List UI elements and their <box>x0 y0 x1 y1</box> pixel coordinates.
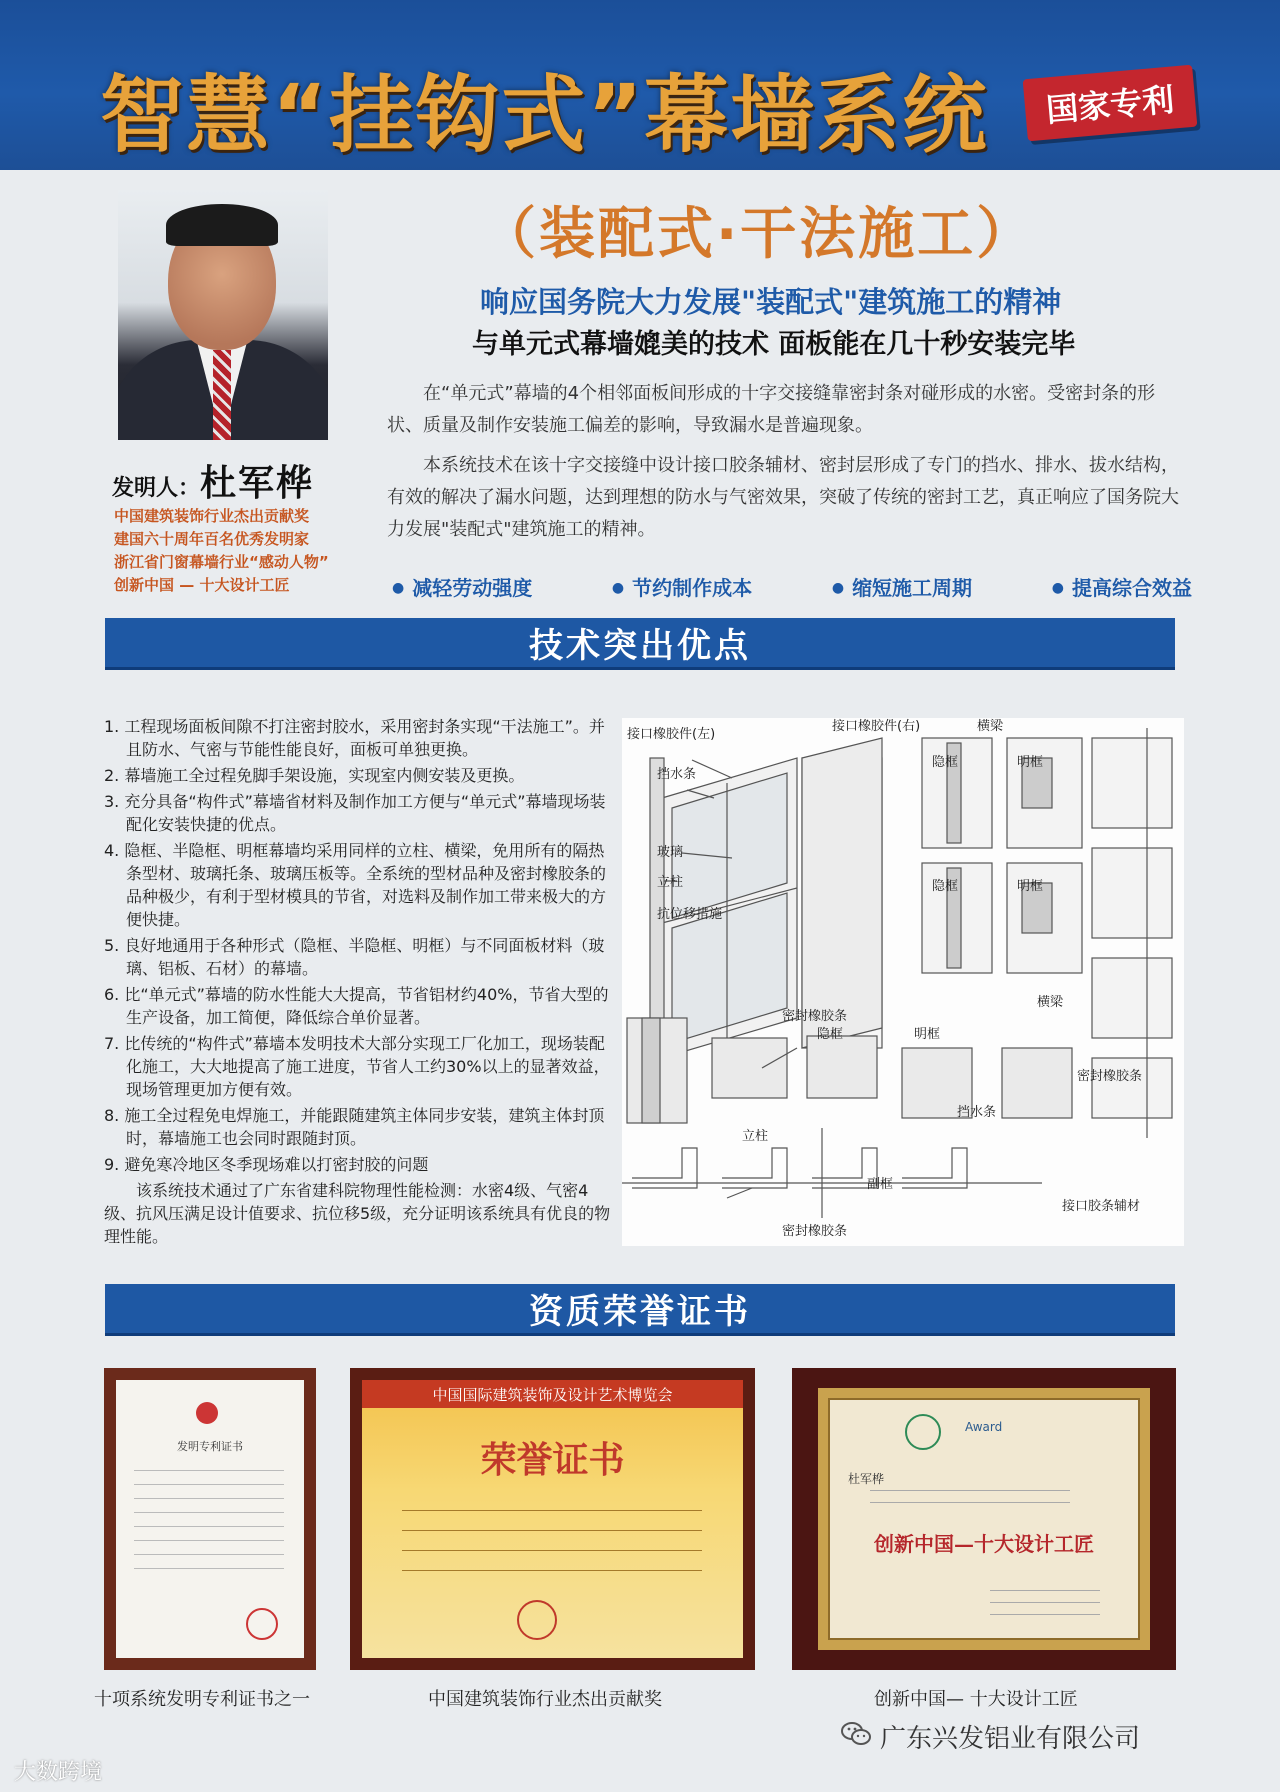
benefit-item: ● 节约制作成本 <box>612 572 752 601</box>
benefit-item: ● 减轻劳动强度 <box>392 572 532 601</box>
diagram-label: 密封橡胶条 <box>1077 1069 1143 1084</box>
diagram-label: 明框 <box>1017 755 1044 770</box>
inventor-label: 发明人： <box>112 476 201 501</box>
certificate-header: 中国国际建筑装饰及设计艺术博览会 <box>362 1380 743 1408</box>
intro-paragraph: 在“单元式”幕墙的4个相邻面板间形成的十字交接缝靠密封条对碰形成的水密。受密封条的形状、质量及制作安装施工偏差的影响，导致漏水是普遍现象。 <box>387 383 1156 436</box>
photo-tie <box>213 350 231 440</box>
advantage-item: 5. 良好地通用于各种形式（隐框、半隐框、明框）与不同面板材料（玻璃、铝板、石材）的幕墙。 <box>104 936 605 978</box>
plaque-frame <box>818 1388 1150 1650</box>
inventor-honors <box>114 505 329 597</box>
plaque-text-lines <box>870 1490 1070 1491</box>
diagram-label: 接口橡胶件(右) <box>832 719 921 734</box>
subtitle: （装配式·干法施工） <box>480 202 1036 267</box>
plaque-inner <box>828 1398 1140 1640</box>
honor-item: 创新中国 — 十大设计工匠 <box>114 576 290 594</box>
diagram-label: 玻璃 <box>657 845 684 860</box>
watermark: 大数跨境 <box>14 1760 103 1785</box>
diagram-label: 接口胶条辅材 <box>1062 1199 1141 1214</box>
inventor-name-block <box>112 455 314 506</box>
diagram-label: 明框 <box>1017 879 1044 894</box>
advantage-item: 4. 隐框、半隐框、明框幕墙均采用同样的立柱、横梁，免用所有的隔热条型材、玻璃托条、玻璃压板等。全系统的型材品种及密封橡胶条的品种极少，有利于型材模具的节省，对选料及制作加工带来极大的方便快捷。 <box>104 841 607 929</box>
diagram-label: 横梁 <box>977 719 1004 734</box>
diagram-label: 立柱 <box>657 875 684 890</box>
advantages-list <box>104 715 614 1248</box>
header-banner <box>0 0 1280 170</box>
diagram-label: 横梁 <box>1037 995 1064 1010</box>
certificate-title: 荣誉证书 <box>480 1439 625 1481</box>
diagram-label: 隐框 <box>932 879 959 894</box>
certificate-text-lines <box>402 1510 702 1511</box>
certificate-title: 发明专利证书 <box>177 1440 243 1453</box>
advantage-item: 6. 比“单元式”幕墙的防水性能大大提高，节省铝材约40%，节省大型的生产设备，加工简便，降低综合单价显著。 <box>104 985 609 1027</box>
plaque-title: 创新中国—十大设计工匠 <box>874 1532 1094 1556</box>
patent-certificate <box>104 1368 316 1670</box>
page-title: 智慧“挂钩式”幕墙系统 <box>100 66 989 164</box>
patent-badge: 国家专利 <box>1023 65 1198 142</box>
recipient-name: 杜军桦 <box>848 1472 885 1486</box>
plaque-signature-lines <box>990 1590 1100 1591</box>
diagram-label: 立柱 <box>742 1129 769 1144</box>
advantage-item: 9. 避免寒冷地区冬季现场难以打密封胶的问题 <box>104 1155 429 1174</box>
company-name: 广东兴发铝业有限公司 <box>880 1724 1141 1754</box>
advantages-summary: 该系统技术通过了广东省建科院物理性能检测：水密4级、气密4级、抗风压满足设计值要求、抗位移5级，充分证明该系统具有优良的物理性能。 <box>104 1181 611 1246</box>
certificate-paper <box>362 1380 743 1658</box>
diagram-label: 密封橡胶条 <box>782 1224 848 1239</box>
section-header-advantages: 技术突出优点 <box>105 618 1175 670</box>
diagram-label: 隐框 <box>932 755 959 770</box>
advantage-item: 3. 充分具备“构件式”幕墙省材料及制作加工方便与“单元式”幕墙现场装配化安装快捷的优点。 <box>104 792 606 834</box>
benefit-bullets <box>392 572 1192 601</box>
benefit-item: ● 提高综合效益 <box>1052 572 1192 601</box>
photo-hair <box>166 204 278 246</box>
advantage-item: 2. 幕墙施工全过程免脚手架设施，实现室内侧安装及更换。 <box>104 766 525 785</box>
wechat-icon <box>840 1718 872 1750</box>
diagram-label: 抗位移措施 <box>657 907 723 922</box>
honor-item: 建国六十周年百名优秀发明家 <box>114 530 310 548</box>
advantage-item: 7. 比传统的“构件式”幕墙本发明技术大部分实现工厂化加工，现场装配化施工，大大地提高了施工进度，节省人工约30%以上的显著效益，现场管理更加方便有效。 <box>104 1034 610 1099</box>
inventor-photo <box>118 190 328 440</box>
diagram-label: 副框 <box>867 1177 894 1192</box>
seal-icon <box>246 1608 278 1640</box>
curtain-wall-diagram <box>622 718 1184 1246</box>
diagram-label: 挡水条 <box>657 767 697 782</box>
award-logo-text: Award <box>965 1420 1003 1434</box>
diagram-label: 密封橡胶条 <box>782 1009 848 1024</box>
intro-text <box>387 378 1187 554</box>
slogan-line-1: 响应国务院大力发展"装配式"建筑施工的精神 <box>480 285 1062 319</box>
certificate-caption: 中国建筑装饰行业杰出贡献奖 <box>428 1689 662 1710</box>
honor-item: 浙江省门窗幕墙行业“感动人物” <box>114 553 329 571</box>
certificate-caption: 创新中国— 十大设计工匠 <box>874 1689 1078 1710</box>
diagram-label: 挡水条 <box>957 1105 997 1120</box>
certificate-text-lines <box>134 1470 284 1471</box>
patent-logo-icon <box>196 1402 218 1424</box>
benefit-item: ● 缩短施工周期 <box>832 572 972 601</box>
diagram-label: 隐框 <box>817 1027 844 1042</box>
advantage-item: 8. 施工全过程免电焊施工，并能跟随建筑主体同步安装，建筑主体封顶时，幕墙施工也会同时跟随封顶。 <box>104 1106 605 1148</box>
honor-item: 中国建筑装饰行业杰出贡献奖 <box>114 507 310 525</box>
slogan-line-2: 与单元式幕墙媲美的技术 面板能在几十秒安装完毕 <box>472 329 1076 360</box>
award-plaque <box>792 1368 1176 1670</box>
honor-certificate <box>350 1368 755 1670</box>
diagram-svg <box>622 718 1184 1246</box>
association-logo-icon <box>905 1414 941 1450</box>
certificate-caption: 十项系统发明专利证书之一 <box>94 1689 310 1710</box>
intro-paragraph: 本系统技术在该十字交接缝中设计接口胶条辅材、密封层形成了专门的挡水、排水、拔水结构，有效的解决了漏水问题，达到理想的防水与气密效果，突破了传统的密封工艺，真正响应了国务院大力发展"装配式"建筑施工的精神。 <box>387 455 1179 540</box>
diagram-label: 接口橡胶件(左) <box>627 727 716 742</box>
section-header-certificates: 资质荣誉证书 <box>105 1284 1175 1336</box>
certificate-paper <box>116 1380 304 1658</box>
inventor-name: 杜军桦 <box>200 462 315 504</box>
advantage-item: 1. 工程现场面板间隙不打注密封胶水，采用密封条实现“干法施工”。并且防水、气密与节能性能良好，面板可单独更换。 <box>104 717 605 759</box>
diagram-label: 明框 <box>914 1027 941 1042</box>
seal-icon <box>517 1600 557 1640</box>
